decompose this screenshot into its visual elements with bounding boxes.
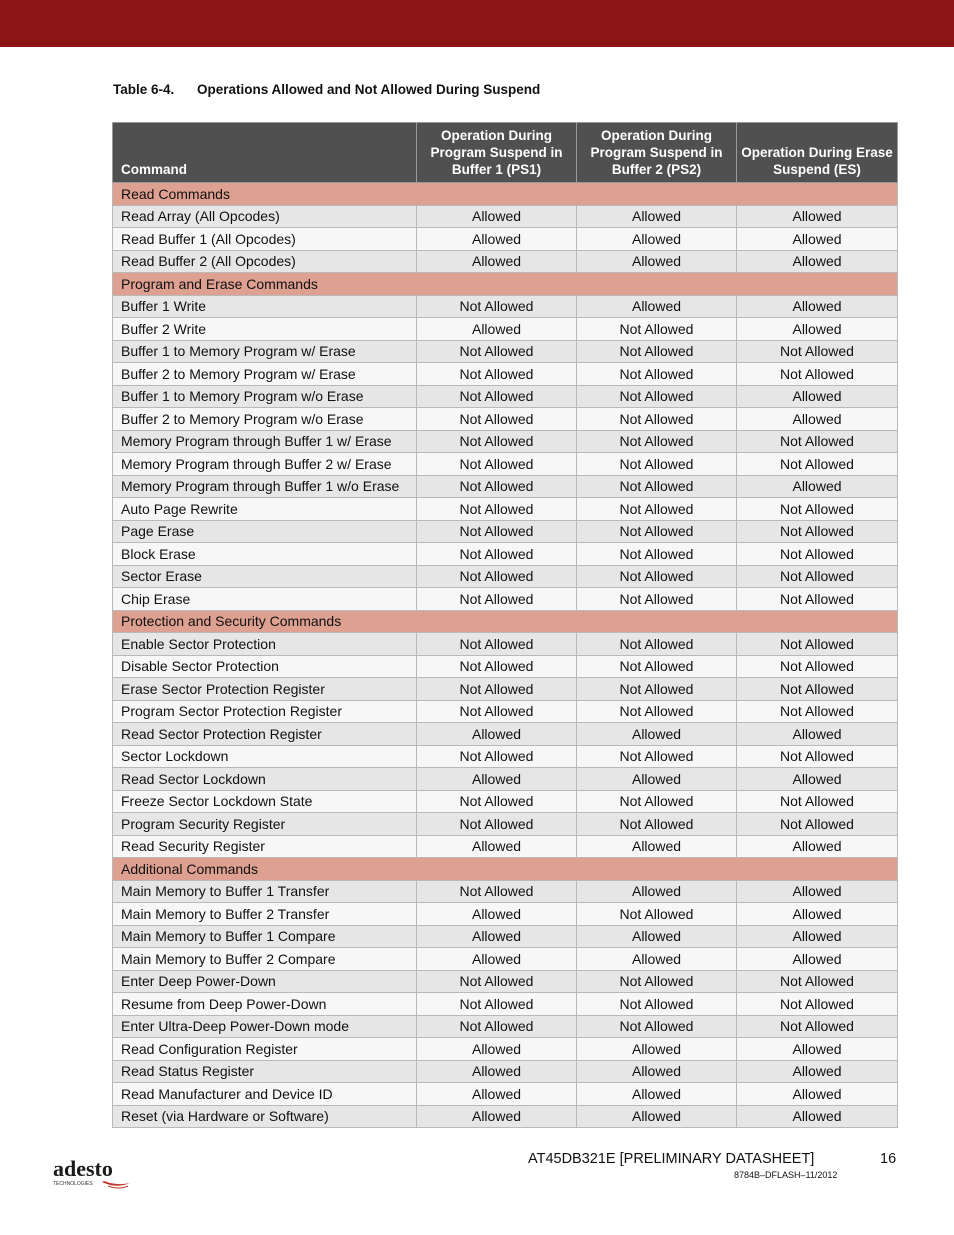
es-cell: Allowed (737, 903, 898, 926)
ps2-cell: Not Allowed (577, 993, 737, 1016)
table-row (113, 408, 898, 431)
es-cell: Not Allowed (737, 633, 898, 656)
es-cell: Not Allowed (737, 700, 898, 723)
ps2-cell: Allowed (577, 925, 737, 948)
ps1-cell: Allowed (417, 925, 577, 948)
table-row (113, 790, 898, 813)
table-row (113, 250, 898, 273)
top-banner (0, 0, 954, 47)
es-cell: Not Allowed (737, 588, 898, 611)
ps1-cell: Not Allowed (417, 655, 577, 678)
es-cell: Allowed (737, 295, 898, 318)
command-cell: Read Buffer 1 (All Opcodes) (113, 228, 417, 251)
command-cell: Memory Program through Buffer 1 w/o Erase (113, 475, 417, 498)
table-row (113, 633, 898, 656)
operations-table (112, 122, 898, 1128)
es-cell: Not Allowed (737, 813, 898, 836)
ps2-cell: Not Allowed (577, 363, 737, 386)
table-row (113, 498, 898, 521)
ps2-cell: Allowed (577, 205, 737, 228)
es-cell: Allowed (737, 948, 898, 971)
ps2-cell: Not Allowed (577, 678, 737, 701)
command-cell: Enable Sector Protection (113, 633, 417, 656)
ps2-cell: Allowed (577, 768, 737, 791)
ps2-cell: Allowed (577, 948, 737, 971)
logo-swoosh-line-icon (108, 1186, 128, 1188)
ps2-cell: Not Allowed (577, 520, 737, 543)
es-cell: Allowed (737, 880, 898, 903)
es-cell: Not Allowed (737, 340, 898, 363)
es-cell: Allowed (737, 408, 898, 431)
section-row (113, 610, 898, 633)
ps1-cell: Not Allowed (417, 678, 577, 701)
table-row (113, 520, 898, 543)
es-cell: Allowed (737, 925, 898, 948)
ps2-cell: Allowed (577, 228, 737, 251)
ps2-cell: Not Allowed (577, 498, 737, 521)
logo-subtext: TECHNOLOGIES (53, 1181, 93, 1187)
table-header-row (113, 123, 898, 183)
header-es: Operation During Erase Suspend (ES) (737, 123, 898, 183)
table-row (113, 363, 898, 386)
header-ps1: Operation During Program Suspend in Buffer 1 (PS1) (417, 123, 577, 183)
ps1-cell: Allowed (417, 318, 577, 341)
ps2-cell: Not Allowed (577, 970, 737, 993)
command-cell: Program Sector Protection Register (113, 700, 417, 723)
ps2-cell: Not Allowed (577, 813, 737, 836)
ps1-cell: Not Allowed (417, 745, 577, 768)
table-row (113, 1060, 898, 1083)
table-row (113, 1038, 898, 1061)
table-row (113, 1015, 898, 1038)
ps2-cell: Not Allowed (577, 633, 737, 656)
ps2-cell: Not Allowed (577, 1015, 737, 1038)
command-cell: Read Array (All Opcodes) (113, 205, 417, 228)
command-cell: Chip Erase (113, 588, 417, 611)
ps2-cell: Not Allowed (577, 453, 737, 476)
es-cell: Not Allowed (737, 745, 898, 768)
ps1-cell: Not Allowed (417, 520, 577, 543)
ps2-cell: Allowed (577, 835, 737, 858)
es-cell: Allowed (737, 768, 898, 791)
command-cell: Main Memory to Buffer 2 Compare (113, 948, 417, 971)
es-cell: Not Allowed (737, 543, 898, 566)
ps2-cell: Not Allowed (577, 588, 737, 611)
table-row (113, 723, 898, 746)
ps1-cell: Not Allowed (417, 340, 577, 363)
ps2-cell: Not Allowed (577, 430, 737, 453)
command-cell: Read Status Register (113, 1060, 417, 1083)
command-cell: Memory Program through Buffer 2 w/ Erase (113, 453, 417, 476)
command-cell: Auto Page Rewrite (113, 498, 417, 521)
table-row (113, 228, 898, 251)
ps1-cell: Allowed (417, 1060, 577, 1083)
ps1-cell: Allowed (417, 948, 577, 971)
es-cell: Allowed (737, 385, 898, 408)
table-row (113, 318, 898, 341)
es-cell: Allowed (737, 318, 898, 341)
ps2-cell: Allowed (577, 880, 737, 903)
es-cell: Allowed (737, 475, 898, 498)
command-cell: Freeze Sector Lockdown State (113, 790, 417, 813)
command-cell: Buffer 1 Write (113, 295, 417, 318)
command-cell: Program Security Register (113, 813, 417, 836)
table-row (113, 340, 898, 363)
es-cell: Not Allowed (737, 565, 898, 588)
es-cell: Allowed (737, 205, 898, 228)
table-row (113, 948, 898, 971)
table-row (113, 993, 898, 1016)
es-cell: Allowed (737, 835, 898, 858)
section-label: Program and Erase Commands (113, 273, 898, 296)
section-label: Read Commands (113, 183, 898, 206)
command-cell: Buffer 2 to Memory Program w/o Erase (113, 408, 417, 431)
ps2-cell: Not Allowed (577, 745, 737, 768)
es-cell: Not Allowed (737, 453, 898, 476)
ps1-cell: Allowed (417, 228, 577, 251)
command-cell: Read Sector Lockdown (113, 768, 417, 791)
ps2-cell: Not Allowed (577, 340, 737, 363)
ps1-cell: Not Allowed (417, 813, 577, 836)
table-row (113, 745, 898, 768)
es-cell: Allowed (737, 1060, 898, 1083)
ps2-cell: Not Allowed (577, 543, 737, 566)
ps1-cell: Allowed (417, 205, 577, 228)
section-row (113, 273, 898, 296)
command-cell: Erase Sector Protection Register (113, 678, 417, 701)
section-label: Protection and Security Commands (113, 610, 898, 633)
logo-wordmark: adesto (53, 1156, 113, 1181)
command-cell: Buffer 1 to Memory Program w/ Erase (113, 340, 417, 363)
command-cell: Disable Sector Protection (113, 655, 417, 678)
es-cell: Not Allowed (737, 970, 898, 993)
command-cell: Sector Lockdown (113, 745, 417, 768)
ps2-cell: Not Allowed (577, 655, 737, 678)
footer-document-title: AT45DB321E [PRELIMINARY DATASHEET] (528, 1151, 815, 1167)
command-cell: Read Security Register (113, 835, 417, 858)
es-cell: Allowed (737, 1083, 898, 1106)
table-row (113, 700, 898, 723)
es-cell: Not Allowed (737, 498, 898, 521)
table-row (113, 1105, 898, 1128)
table-row (113, 565, 898, 588)
command-cell: Enter Ultra-Deep Power-Down mode (113, 1015, 417, 1038)
table-row (113, 588, 898, 611)
document-code: 8784B–DFLASH–11/2012 (734, 1170, 838, 1180)
command-cell: Read Sector Protection Register (113, 723, 417, 746)
table-row (113, 655, 898, 678)
ps1-cell: Not Allowed (417, 993, 577, 1016)
command-cell: Main Memory to Buffer 1 Transfer (113, 880, 417, 903)
command-cell: Buffer 1 to Memory Program w/o Erase (113, 385, 417, 408)
command-cell: Reset (via Hardware or Software) (113, 1105, 417, 1128)
ps2-cell: Not Allowed (577, 318, 737, 341)
table-row (113, 475, 898, 498)
command-cell: Page Erase (113, 520, 417, 543)
command-cell: Main Memory to Buffer 2 Transfer (113, 903, 417, 926)
ps1-cell: Not Allowed (417, 453, 577, 476)
es-cell: Allowed (737, 723, 898, 746)
adesto-logo (52, 1156, 142, 1190)
ps1-cell: Not Allowed (417, 970, 577, 993)
table-row (113, 1083, 898, 1106)
command-cell: Main Memory to Buffer 1 Compare (113, 925, 417, 948)
command-cell: Block Erase (113, 543, 417, 566)
table-row (113, 385, 898, 408)
table-row (113, 813, 898, 836)
table-row (113, 925, 898, 948)
table-number: Table 6-4. (113, 82, 175, 97)
ps2-cell: Not Allowed (577, 385, 737, 408)
table-row (113, 453, 898, 476)
ps2-cell: Not Allowed (577, 903, 737, 926)
es-cell: Allowed (737, 1038, 898, 1061)
table-row (113, 880, 898, 903)
section-row (113, 858, 898, 881)
page-number: 16 (880, 1151, 897, 1167)
es-cell: Not Allowed (737, 678, 898, 701)
ps2-cell: Allowed (577, 295, 737, 318)
command-cell: Buffer 2 to Memory Program w/ Erase (113, 363, 417, 386)
header-command: Command (113, 123, 417, 183)
ps1-cell: Not Allowed (417, 633, 577, 656)
table-row (113, 835, 898, 858)
ps1-cell: Not Allowed (417, 475, 577, 498)
ps2-cell: Allowed (577, 1105, 737, 1128)
command-cell: Read Manufacturer and Device ID (113, 1083, 417, 1106)
command-cell: Read Buffer 2 (All Opcodes) (113, 250, 417, 273)
ps1-cell: Allowed (417, 723, 577, 746)
table-row (113, 903, 898, 926)
ps1-cell: Not Allowed (417, 700, 577, 723)
ps2-cell: Allowed (577, 250, 737, 273)
es-cell: Not Allowed (737, 790, 898, 813)
table-row (113, 678, 898, 701)
ps1-cell: Not Allowed (417, 790, 577, 813)
table-row (113, 295, 898, 318)
table-body (113, 183, 898, 1128)
table-row (113, 430, 898, 453)
table-title: Operations Allowed and Not Allowed During Suspend (197, 82, 541, 97)
table-row (113, 970, 898, 993)
es-cell: Not Allowed (737, 520, 898, 543)
ps2-cell: Allowed (577, 1083, 737, 1106)
section-row (113, 183, 898, 206)
ps1-cell: Not Allowed (417, 1015, 577, 1038)
ps1-cell: Not Allowed (417, 588, 577, 611)
command-cell: Read Configuration Register (113, 1038, 417, 1061)
ps1-cell: Allowed (417, 1083, 577, 1106)
command-cell: Buffer 2 Write (113, 318, 417, 341)
ps1-cell: Allowed (417, 768, 577, 791)
command-cell: Memory Program through Buffer 1 w/ Erase (113, 430, 417, 453)
ps2-cell: Not Allowed (577, 408, 737, 431)
ps2-cell: Allowed (577, 723, 737, 746)
ps2-cell: Not Allowed (577, 790, 737, 813)
es-cell: Not Allowed (737, 655, 898, 678)
es-cell: Not Allowed (737, 993, 898, 1016)
ps1-cell: Not Allowed (417, 295, 577, 318)
ps1-cell: Not Allowed (417, 498, 577, 521)
ps1-cell: Allowed (417, 835, 577, 858)
ps2-cell: Not Allowed (577, 700, 737, 723)
es-cell: Allowed (737, 250, 898, 273)
ps1-cell: Allowed (417, 250, 577, 273)
ps2-cell: Not Allowed (577, 475, 737, 498)
ps1-cell: Not Allowed (417, 385, 577, 408)
ps2-cell: Allowed (577, 1038, 737, 1061)
section-label: Additional Commands (113, 858, 898, 881)
table-row (113, 543, 898, 566)
ps1-cell: Allowed (417, 903, 577, 926)
es-cell: Allowed (737, 228, 898, 251)
ps1-cell: Not Allowed (417, 363, 577, 386)
ps1-cell: Not Allowed (417, 430, 577, 453)
logo-swoosh-icon (102, 1181, 130, 1186)
ps2-cell: Not Allowed (577, 565, 737, 588)
command-cell: Resume from Deep Power-Down (113, 993, 417, 1016)
table-caption (113, 82, 540, 97)
ps1-cell: Allowed (417, 1105, 577, 1128)
ps1-cell: Allowed (417, 1038, 577, 1061)
header-ps2: Operation During Program Suspend in Buffer 2 (PS2) (577, 123, 737, 183)
ps2-cell: Allowed (577, 1060, 737, 1083)
es-cell: Not Allowed (737, 1015, 898, 1038)
command-cell: Sector Erase (113, 565, 417, 588)
es-cell: Allowed (737, 1105, 898, 1128)
es-cell: Not Allowed (737, 363, 898, 386)
ps1-cell: Not Allowed (417, 408, 577, 431)
es-cell: Not Allowed (737, 430, 898, 453)
ps1-cell: Not Allowed (417, 543, 577, 566)
table-row (113, 768, 898, 791)
ps1-cell: Not Allowed (417, 880, 577, 903)
command-cell: Enter Deep Power-Down (113, 970, 417, 993)
table-row (113, 205, 898, 228)
ps1-cell: Not Allowed (417, 565, 577, 588)
